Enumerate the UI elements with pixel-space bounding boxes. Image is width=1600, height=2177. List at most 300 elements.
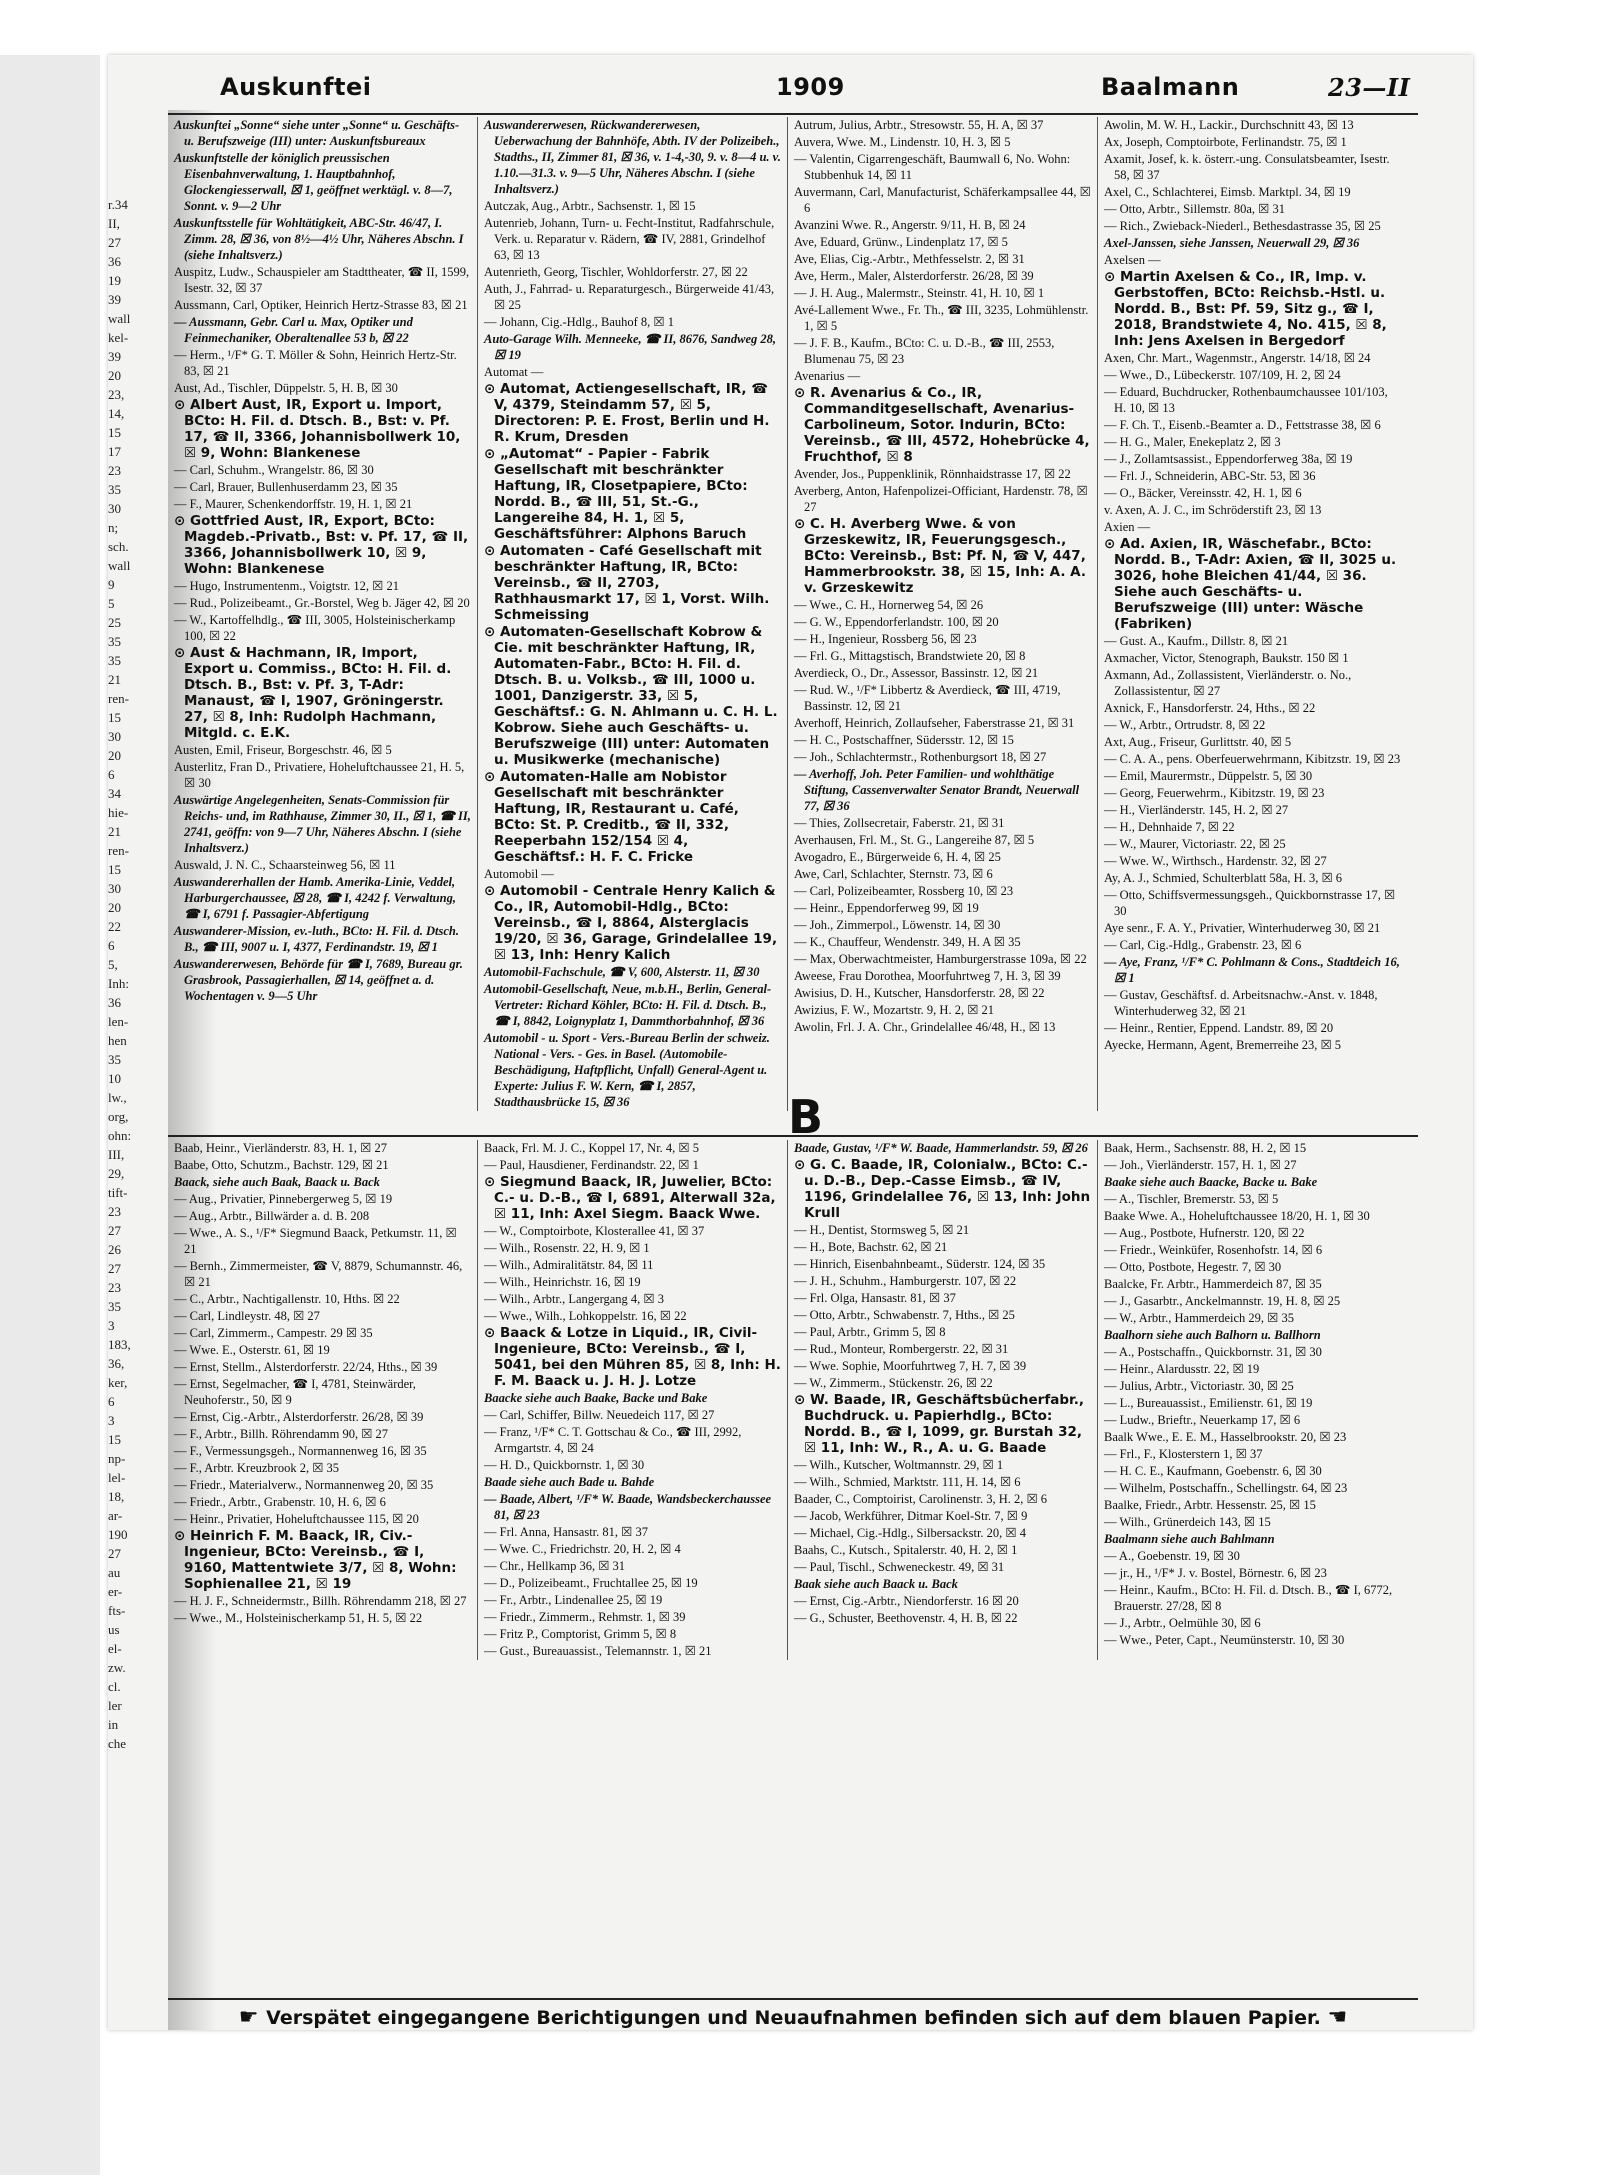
directory-entry: ⊙ Ad. Axien, IR, Wäschefabr., BCto: Nordd. B., T-Adr: Axien, ☎ II, 3025 u. 3026, hohe Bleichen 41/44, ☒ 36. Siehe auch Geschäfts- u. Berufszweige (III) unter: Wäsche (Fabriken)	[1104, 536, 1397, 632]
directory-entry: Baalke, Friedr., Arbtr. Hessenstr. 25, ☒ 15	[1104, 1498, 1316, 1512]
directory-entry: — W., Kartoffelhdlg., ☎ III, 3005, Holsteinischerkamp 100, ☒ 22	[174, 613, 456, 643]
directory-entry: Baalk Wwe., E. E. M., Hasselbrookstr. 20, ☒ 23	[1104, 1430, 1347, 1444]
directory-column	[1098, 1140, 1408, 1660]
directory-entry: Avanzini Wwe. R., Angerstr. 9/11, H. B, ☒ 24	[794, 218, 1026, 232]
directory-entry: Baade, Gustav, ¹/F* W. Baade, Hammerlandstr. 59, ☒ 26	[794, 1141, 1088, 1155]
directory-entry: — Frl. Olga, Hansastr. 81, ☒ 37	[794, 1291, 956, 1305]
directory-entry: Auspitz, Ludw., Schauspieler am Stadttheater, ☎ II, 1599, Isestr. 32, ☒ 37	[174, 265, 470, 295]
directory-entry: Automobil-Gesellschaft, Neue, m.b.H., Berlin, General-Vertreter: Richard Köhler, BCto: H. Fil. d. Dtsch. B., ☎ I, 8842, Loignyplatz 1, Dammthorbahnhof, ☒ 36	[484, 982, 772, 1028]
directory-entry: Baade siehe auch Bade u. Bahde	[484, 1475, 655, 1489]
directory-entry: Auswandererwesen, Behörde für ☎ I, 7689, Bureau gr. Grasbrook, Passagierhallen, ☒ 14, geöffnet a. d. Wochentagen v. 9—5 Uhr	[174, 957, 463, 1003]
fragment-line: fts-	[108, 1603, 126, 1618]
fragment-line: 36	[108, 995, 121, 1010]
directory-entry: — Thies, Zollsecretair, Faberstr. 21, ☒ 31	[794, 816, 1005, 830]
directory-entry: — Johann, Cig.-Hdlg., Bauhof 8, ☒ 1	[484, 315, 675, 329]
directory-entry: — F., Arbtr. Kreuzbrook 2, ☒ 35	[174, 1461, 340, 1475]
directory-column	[788, 1140, 1098, 1660]
directory-entry: — Aug., Privatier, Pinnebergerweg 5, ☒ 19	[174, 1192, 393, 1206]
directory-entry: — Rud., Monteur, Rombergerstr. 22, ☒ 31	[794, 1342, 1009, 1356]
directory-entry: — C., Arbtr., Nachtigallenstr. 10, Hths. ☒ 22	[174, 1292, 400, 1306]
directory-entry: — Carl, Schuhm., Wrangelstr. 86, ☒ 30	[174, 463, 374, 477]
directory-entry: ⊙ Heinrich F. M. Baack, IR, Civ.-Ingenieur, BCto: Vereinsb., ☎ I, 9160, Mattentwiete 3/7, ☒ 8, Wohn: Sophienallee 21, ☒ 19	[174, 1528, 457, 1592]
fragment-line: ler	[108, 1698, 122, 1713]
fragment-line: 27	[108, 1223, 121, 1238]
fragment-line: 6	[108, 767, 115, 782]
directory-entry: ⊙ Automaten-Halle am Nobistor Gesellschaft mit beschränkter Haftung, IR, Restaurant u. Café, BCto: St. P. Creditb., ☎ II, 332, Reeperbahn 152/154 ☒ 4, Geschäftsf.: H. F. C. Fricke	[484, 769, 739, 865]
directory-entry: Austerlitz, Fran D., Privatiere, Hoheluftchaussee 21, H. 5, ☒ 30	[174, 760, 465, 790]
directory-entry: ⊙ Aust & Hachmann, IR, Import, Export u. Commiss., BCto: H. Fil. d. Dtsch. B., Bst: v. Pf. 3, T-Adr: Manaust, ☎ I, 1907, Gröningerstr. 27, ☒ 8, Inh: Rudolph Hachmann, Mitgld. c. E.K.	[174, 645, 452, 741]
directory-entry: — Aug., Arbtr., Billwärder a. d. B. 208	[174, 1209, 370, 1223]
directory-entry: — G., Schuster, Beethovenstr. 4, H. B, ☒ 22	[794, 1611, 1018, 1625]
directory-entry: — Georg, Feuerwehrm., Kibitzstr. 19, ☒ 23	[1104, 786, 1325, 800]
directory-entry: Axelsen —	[1104, 253, 1161, 267]
directory-entry: Auswandererhallen der Hamb. Amerika-Linie, Veddel, Harburgerchaussee, ☒ 28, ☎ I, 4242 f. Verwaltung, ☎ I, 6791 f. Passagier-Abfertigung	[174, 875, 456, 921]
fragment-line: 27	[108, 1546, 121, 1561]
directory-entry: — A., Tischler, Bremerstr. 53, ☒ 5	[1104, 1192, 1279, 1206]
fragment-line: 39	[108, 292, 121, 307]
directory-entry: — Wilh., Grünerdeich 143, ☒ 15	[1104, 1515, 1271, 1529]
directory-entry: — K., Chauffeur, Wendenstr. 349, H. A ☒ 35	[794, 935, 1021, 949]
fragment-line: 10	[108, 1071, 121, 1086]
directory-entry: — Frl. G., Mittagstisch, Brandstwiete 20, ☒ 8	[794, 649, 1026, 663]
fragment-line: 35	[108, 634, 121, 649]
fragment-line: 27	[108, 235, 121, 250]
directory-entry: — Carl, Schiffer, Billw. Neuedeich 117, ☒ 27	[484, 1408, 715, 1422]
directory-entry: Aussmann, Carl, Optiker, Heinrich Hertz-Strasse 83, ☒ 21	[174, 298, 468, 312]
directory-entry: Austen, Emil, Friseur, Borgeschstr. 46, ☒ 5	[174, 743, 392, 757]
directory-entry: Awolin, M. W. H., Lackir., Durchschnitt 43, ☒ 13	[1104, 118, 1354, 132]
directory-entry: Baake siehe auch Baacke, Backe u. Bake	[1104, 1175, 1318, 1189]
directory-entry: — Paul, Arbtr., Grimm 5, ☒ 8	[794, 1325, 946, 1339]
directory-entry: — Wwe. E., Osterstr. 61, ☒ 19	[174, 1343, 330, 1357]
directory-entry: Ave, Elias, Cig.-Arbtr., Methfesselstr. 2, ☒ 31	[794, 252, 1025, 266]
directory-entry: — J., Gasarbtr., Anckelmannstr. 19, H. 8, ☒ 25	[1104, 1294, 1341, 1308]
directory-entry: — Carl, Brauer, Bullenhuserdamm 23, ☒ 35	[174, 480, 398, 494]
directory-entry: Ay, A. J., Schmied, Schulterblatt 58a, H. 3, ☒ 6	[1104, 871, 1343, 885]
directory-entry: Avogadro, E., Bürgerweide 6, H. 4, ☒ 25	[794, 850, 1001, 864]
fragment-line: 20	[108, 748, 121, 763]
directory-entry: — Baade, Albert, ¹/F* W. Baade, Wandsbeckerchaussee 81, ☒ 23	[484, 1492, 772, 1522]
directory-column	[478, 117, 788, 1111]
directory-entry: — Michael, Cig.-Hdlg., Silbersackstr. 20, ☒ 4	[794, 1526, 1027, 1540]
directory-entry: — Carl, Lindleystr. 48, ☒ 27	[174, 1309, 320, 1323]
directory-entry: — Frl., F., Klosterstern 1, ☒ 37	[1104, 1447, 1263, 1461]
section-letter: B	[788, 1090, 824, 1144]
fragment-line: Inh:	[108, 976, 129, 991]
directory-entry: Baack, Frl. M. J. C., Koppel 17, Nr. 4, ☒ 5	[484, 1141, 700, 1155]
directory-entry: Axmann, Ad., Zollassistent, Vierländerstr. o. No., Zollassistentur, ☒ 27	[1104, 668, 1352, 698]
directory-entry: — F., Maurer, Schenkendorffstr. 19, H. 1, ☒ 21	[174, 497, 413, 511]
fragment-line: sch.	[108, 539, 129, 554]
directory-entry: — Emil, Maurermstr., Düppelstr. 5, ☒ 30	[1104, 769, 1313, 783]
directory-entry: — H. C. E., Kaufmann, Goebenstr. 6, ☒ 30	[1104, 1464, 1322, 1478]
directory-entry: — W., Zimmerm., Stückenstr. 26, ☒ 22	[794, 1376, 993, 1390]
fragment-line: 20	[108, 368, 121, 383]
fragment-line: org,	[108, 1109, 129, 1124]
fragment-line: 22	[108, 919, 121, 934]
directory-entry: Avé-Lallement Wwe., Fr. Th., ☎ III, 3235, Lohmühlenstr. 1, ☒ 5	[794, 303, 1089, 333]
fragment-line: 23	[108, 1204, 121, 1219]
directory-entry: — Heinr., Kaufm., BCto: H. Fil. d. Dtsch. B., ☎ I, 6772, Brauerstr. 27/28, ☒ 8	[1104, 1583, 1393, 1613]
fragment-line: el-	[108, 1641, 122, 1656]
fragment-line: 17	[108, 444, 121, 459]
directory-entry: — Aussmann, Gebr. Carl u. Max, Optiker und Feinmechaniker, Oberaltenallee 53 b, ☒ 22	[174, 315, 413, 345]
directory-entry: Avender, Jos., Puppenklinik, Rönnhaidstrasse 17, ☒ 22	[794, 467, 1071, 481]
directory-entry: — Herm., ¹/F* G. T. Möller & Sohn, Heinrich Hertz-Str. 83, ☒ 21	[174, 348, 457, 378]
directory-entry: Awizius, F. W., Mozartstr. 9, H. 2, ☒ 21	[794, 1003, 995, 1017]
directory-entry: Autenrieth, Georg, Tischler, Wohldorferstr. 27, ☒ 22	[484, 265, 748, 279]
directory-entry: — Heinr., Privatier, Hoheluftchaussee 115, ☒ 20	[174, 1512, 419, 1526]
fragment-line: wall	[108, 558, 131, 573]
directory-entry: Auskunftsstelle für Wohltätigkeit, ABC-Str. 46/47, I. Zimm. 28, ☒ 36, von 8½—4½ Uhr, Näheres Abschn. I (siehe Inhaltsverz.)	[174, 216, 464, 262]
directory-entry: Avenarius —	[794, 369, 861, 383]
fragment-line: 6	[108, 1394, 115, 1409]
directory-entry: Auth, J., Fahrrad- u. Reparaturgesch., Bürgerweide 41/43, ☒ 25	[484, 282, 775, 312]
fragment-line: 30	[108, 501, 121, 516]
directory-entry: — Heinr., Alardusstr. 22, ☒ 19	[1104, 1362, 1260, 1376]
footer-notice	[168, 2005, 1418, 2030]
directory-entry: ⊙ Gottfried Aust, IR, Export, BCto: Magdeb.-Privatb., Bst: v. Pf. 17, ☎ II, 3366, Johannisbollwerk 10, ☒ 9, Wohn: Blankenese	[174, 513, 469, 577]
footer-text: Verspätet eingegangene Berichtigungen und Neuaufnahmen befinden sich auf dem blauen Papier.	[266, 2007, 1321, 2029]
directory-entry: Baader, C., Comptoirist, Carolinenstr. 3, H. 2, ☒ 6	[794, 1492, 1048, 1506]
directory-entry: — Ernst, Cig.-Arbtr., Alsterdorferstr. 26/28, ☒ 39	[174, 1410, 424, 1424]
directory-column	[478, 1140, 788, 1660]
directory-entry: — Jacob, Werkführer, Ditmar Koel-Str. 7, ☒ 9	[794, 1509, 1028, 1523]
directory-entry: ⊙ G. C. Baade, IR, Colonialw., BCto: C.- u. D.-B., Dep.-Casse Eimsb., ☎ IV, 1196, Grindelallee 76, ☒ 13, Inh: John Krull	[794, 1157, 1091, 1221]
directory-column	[788, 117, 1098, 1111]
fragment-line: 34	[108, 786, 121, 801]
fragment-line: che	[108, 1736, 127, 1751]
directory-entry: — H. D., Quickbornstr. 1, ☒ 30	[484, 1458, 645, 1472]
directory-entry: Auswanderer-Mission, ev.-luth., BCto: H. Fil. d. Dtsch. B., ☎ III, 9007 u. I, 4377, Ferdinandstr. 19, ☒ 1	[174, 924, 459, 954]
fragment-line: 15	[108, 710, 121, 725]
directory-entry: — J. F. B., Kaufm., BCto: C. u. D.-B., ☎ III, 2553, Blumenau 75, ☒ 23	[794, 336, 1055, 366]
directory-entry: — Fr., Arbtr., Lindenallee 25, ☒ 19	[484, 1593, 663, 1607]
directory-entry: Axnick, F., Hansdorferstr. 24, Hths., ☒ 22	[1104, 701, 1316, 715]
directory-entry: — J., Zollamtsassist., Eppendorferweg 38a, ☒ 19	[1104, 452, 1353, 466]
fragment-line: 15	[108, 862, 121, 877]
directory-entry: — Rud. W., ¹/F* Libbertz & Averdieck, ☎ III, 4719, Bassinstr. 12, ☒ 21	[794, 683, 1061, 713]
directory-entry: — Friedr., Weinküfer, Rosenhofstr. 14, ☒ 6	[1104, 1243, 1323, 1257]
directory-entry: — O., Bäcker, Vereinsstr. 42, H. 1, ☒ 6	[1104, 486, 1302, 500]
directory-entry: — Wwe., Wilh., Lohkoppelstr. 16, ☒ 22	[484, 1309, 687, 1323]
directory-entry: — F., Arbtr., Billh. Röhrendamm 90, ☒ 27	[174, 1427, 389, 1441]
directory-entry: Aweese, Frau Dorothea, Moorfuhrtweg 7, H. 3, ☒ 39	[794, 969, 1061, 983]
directory-entry: — Friedr., Arbtr., Grabenstr. 10, H. 6, ☒ 6	[174, 1495, 386, 1509]
directory-entry: — D., Polizeibeamt., Fruchtallee 25, ☒ 19	[484, 1576, 698, 1590]
fragment-line: len-	[108, 1014, 129, 1029]
scan-background	[0, 55, 100, 2175]
directory-entry: — Gust. A., Kaufm., Dillstr. 8, ☒ 21	[1104, 634, 1289, 648]
directory-entry: Ayecke, Hermann, Agent, Bremerreihe 23, ☒ 5	[1104, 1038, 1342, 1052]
directory-entry: ⊙ C. H. Averberg Wwe. & von Grzeskewitz, IR, Feuerungsgesch., BCto: Vereinsb., Bst: Pf. N, ☎ V, 447, Hammerbrookstr. 38, ☒ 15, Inh: A. A. v. Grzeskewitz	[794, 516, 1086, 596]
directory-entry: — H., Dehnhaide 7, ☒ 22	[1104, 820, 1235, 834]
upper-columns	[168, 117, 1418, 1111]
directory-entry: — Ludw., Brieftr., Neuerkamp 17, ☒ 6	[1104, 1413, 1301, 1427]
fragment-line: ren-	[108, 691, 129, 706]
fragment-line: 19	[108, 273, 121, 288]
directory-entry: — Wilh., Schmied, Marktstr. 111, H. 14, ☒ 6	[794, 1475, 1021, 1489]
fragment-line: 21	[108, 672, 121, 687]
directory-entry: — Wilh., Kutscher, Woltmannstr. 29, ☒ 1	[794, 1458, 1004, 1472]
fragment-line: in	[108, 1717, 119, 1732]
directory-entry: Auswandererwesen, Rückwandererwesen, Ueberwachung der Bahnhöfe, Abth. IV der Polizeibeh., Stadths., II, Zimmer 81, ☒ 36, v. 1-4,-30, 9. v. 8—4 u. v. 1.10.—31.3. v. 9—5 Uhr, Näheres Abschn. I (siehe Inhaltsverz.)	[484, 118, 781, 196]
fragment-line: cl.	[108, 1679, 121, 1694]
directory-entry: — Ernst, Segelmacher, ☎ I, 4781, Steinwärder, Neuhoferstr., 50, ☒ 9	[174, 1377, 416, 1407]
directory-entry: Axmacher, Victor, Stenograph, Baukstr. 150 ☒ 1	[1104, 651, 1349, 665]
directory-entry: — Bernh., Zimmermeister, ☎ V, 8879, Schumannstr. 46, ☒ 21	[174, 1259, 463, 1289]
directory-entry: — Carl, Polizeibeamter, Rossberg 10, ☒ 23	[794, 884, 1014, 898]
directory-entry: — Joh., Vierländerstr. 157, H. 1, ☒ 27	[1104, 1158, 1297, 1172]
footer-rule	[168, 1998, 1418, 2000]
directory-entry: Ave, Herm., Maler, Alsterdorferstr. 26/28, ☒ 39	[794, 269, 1034, 283]
directory-entry: — W., Comptoirbote, Klosterallee 41, ☒ 37	[484, 1224, 705, 1238]
fragment-line: hen	[108, 1033, 127, 1048]
directory-entry: — H. C., Postschaffner, Südersstr. 12, ☒ 15	[794, 733, 1014, 747]
fragment-line: n;	[108, 520, 119, 535]
directory-entry: Auvera, Wwe. M., Lindenstr. 10, H. 3, ☒ 5	[794, 135, 1011, 149]
header-rule	[168, 113, 1418, 115]
directory-entry: Baak siehe auch Baack u. Back	[794, 1577, 958, 1591]
directory-entry: — Carl, Cig.-Hdlg., Grabenstr. 23, ☒ 6	[1104, 938, 1302, 952]
directory-entry: — C. A. A., pens. Oberfeuerwehrmann, Kibitzstr. 19, ☒ 23	[1104, 752, 1401, 766]
directory-entry: ⊙ W. Baade, IR, Geschäftsbücherfabr., Buchdruck. u. Papierhdlg., BCto: Nordd. B., ☎ I, 1099, gr. Burstah 32, ☒ 11, Inh: W., R., A. u. G. Baade	[794, 1392, 1084, 1456]
fragment-line: 23	[108, 1280, 121, 1295]
fragment-line: 25	[108, 615, 121, 630]
directory-entry: Baahs, C., Kutsch., Spitalerstr. 40, H. 2, ☒ 1	[794, 1543, 1018, 1557]
page-header	[108, 73, 1473, 113]
directory-entry: — Heinr., Eppendorferweg 99, ☒ 19	[794, 901, 979, 915]
page-number: 23—II	[1328, 73, 1411, 102]
directory-entry: Averhausen, Frl. M., St. G., Langereihe 87, ☒ 5	[794, 833, 1035, 847]
directory-entry: — F. Ch. T., Eisenb.-Beamter a. D., Fettstrasse 38, ☒ 6	[1104, 418, 1381, 432]
fragment-line: lw.,	[108, 1090, 127, 1105]
directory-entry: Auvermann, Carl, Manufacturist, Schäferkampsallee 44, ☒ 6	[794, 185, 1091, 215]
fragment-line: 5,	[108, 957, 118, 972]
fragment-line: 6	[108, 938, 115, 953]
directory-entry: — Friedr., Materialverw., Normannenweg 20, ☒ 35	[174, 1478, 434, 1492]
directory-entry: — Wwe., Peter, Capt., Neumünsterstr. 10, ☒ 30	[1104, 1633, 1345, 1647]
directory-entry: ⊙ Baack & Lotze in Liquid., IR, Civil-Ingenieure, BCto: Vereinsb., ☎ I, 5041, bei den Mühren 85, ☒ 8, Inh: H. F. M. Baack u. J. H. J. Lotze	[484, 1325, 781, 1389]
directory-entry: ⊙ R. Avenarius & Co., IR, Commanditgesellschaft, Avenarius-Carbolineum, Sotor. Indurin, BCto: Vereinsb., ☎ III, 4572, Hohebrücke 4, Fruchthof, ☒ 8	[794, 385, 1090, 465]
directory-entry: Baak, Herm., Sachsenstr. 88, H. 2, ☒ 15	[1104, 1141, 1307, 1155]
fragment-line: 5	[108, 596, 115, 611]
directory-entry: — Aye, Franz, ¹/F* C. Pohlmann & Cons., Stadtdeich 16, ☒ 1	[1104, 955, 1400, 985]
directory-entry: Ave, Eduard, Grünw., Lindenplatz 17, ☒ 5	[794, 235, 1008, 249]
directory-entry: — Julius, Arbtr., Victoriastr. 30, ☒ 25	[1104, 1379, 1294, 1393]
directory-entry: Baacke siehe auch Baake, Backe und Bake	[484, 1391, 708, 1405]
fragment-line: 30	[108, 729, 121, 744]
fragment-line: kel-	[108, 330, 129, 345]
directory-entry: — Wwe. Sophie, Moorfuhrtweg 7, H. 7, ☒ 39	[794, 1359, 1027, 1373]
fragment-line: 23	[108, 463, 121, 478]
fragment-line: 3	[108, 1413, 115, 1428]
directory-entry: — Otto, Arbtr., Schwabenstr. 7, Hths., ☒ 25	[794, 1308, 1015, 1322]
directory-entry: — Averhoff, Joh. Peter Familien- und wohlthätige Stiftung, Cassenverwalter Senator Brandt, Neuerwall 77, ☒ 36	[794, 767, 1080, 813]
directory-entry: — J., Arbtr., Oelmühle 30, ☒ 6	[1104, 1616, 1261, 1630]
directory-entry: — Carl, Zimmerm., Campestr. 29 ☒ 35	[174, 1326, 373, 1340]
fragment-line: 35	[108, 653, 121, 668]
directory-entry: Axamit, Josef, k. k. österr.-ung. Consulatsbeamter, Isestr. 58, ☒ 37	[1104, 152, 1390, 182]
fragment-line: 36,	[108, 1356, 125, 1371]
header-left-keyword: Auskunftei	[220, 73, 372, 101]
fragment-line: III,	[108, 1147, 125, 1162]
directory-entry: — Chr., Hellkamp 36, ☒ 31	[484, 1559, 626, 1573]
fragment-line: 29,	[108, 1166, 125, 1181]
pointing-hand-icon: ☚	[1327, 2005, 1348, 2030]
directory-entry: ⊙ Martin Axelsen & Co., IR, Imp. v. Gerbstoffen, BCto: Reichsb.-Hstl. u. Nordd. B., Bst: Pf. 59, Sitz g., ☎ I, 2018, Brandstwiete 4, No. 415, ☒ 8, Inh: Jens Axelsen in Bergedorf	[1104, 269, 1387, 349]
directory-entry: Automobil —	[484, 867, 554, 881]
directory-entry: — J. H. Aug., Malermstr., Steinstr. 41, H. 10, ☒ 1	[794, 286, 1045, 300]
fragment-line: 21	[108, 824, 121, 839]
fragment-line: 26	[108, 1242, 121, 1257]
directory-entry: Awe, Carl, Schlachter, Sternstr. 73, ☒ 6	[794, 867, 993, 881]
directory-entry: Automat —	[484, 365, 544, 379]
fragment-line: 35	[108, 1299, 121, 1314]
directory-entry: — W., Maurer, Victoriastr. 22, ☒ 25	[1104, 837, 1286, 851]
header-year: 1909	[776, 73, 845, 101]
directory-entry: — Otto, Arbtr., Sillemstr. 80a, ☒ 31	[1104, 202, 1285, 216]
directory-entry: Baack, siehe auch Baak, Baack u. Back	[174, 1175, 380, 1189]
directory-entry: — Frl. Anna, Hansastr. 81, ☒ 37	[484, 1525, 648, 1539]
directory-entry: Auto-Garage Wilh. Menneeke, ☎ II, 8676, Sandweg 28, ☒ 19	[484, 332, 776, 362]
fragment-line: hie-	[108, 805, 129, 820]
directory-entry: — Rud., Polizeibeamt., Gr.-Borstel, Weg b. Jäger 42, ☒ 20	[174, 596, 470, 610]
pointing-hand-icon: ☛	[238, 2005, 267, 2030]
directory-entry: — W., Arbtr., Ortrudstr. 8, ☒ 22	[1104, 718, 1266, 732]
directory-entry: — H. G., Maler, Enekeplatz 2, ☒ 3	[1104, 435, 1281, 449]
directory-entry: ⊙ Siegmund Baack, IR, Juwelier, BCto: C.- u. D.-B., ☎ I, 6891, Alterwall 32a, ☒ 11, Inh: Axel Siegm. Baack Wwe.	[484, 1174, 776, 1222]
previous-page-fragment	[108, 195, 168, 1753]
directory-entry: — Franz, ¹/F* C. T. Gottschau & Co., ☎ III, 2992, Armgartstr. 4, ☒ 24	[484, 1425, 742, 1455]
directory-entry: Automobil - u. Sport - Vers.-Bureau Berlin der schweiz. National - Vers. - Ges. in Basel. (Automobile-Beschädigung, Haftpflicht, Unfall) General-Agent u. Experte: Julius F. W. Kern, ☎ I, 2857, Stadthausbrücke 15, ☒ 36	[484, 1031, 770, 1109]
fragment-line: 35	[108, 482, 121, 497]
fragment-line: 15	[108, 425, 121, 440]
directory-page	[108, 55, 1473, 2030]
fragment-line: r.34	[108, 197, 128, 212]
lower-columns	[168, 1140, 1418, 1660]
directory-entry: Averhoff, Heinrich, Zollaufseher, Faberstrasse 21, ☒ 31	[794, 716, 1075, 730]
directory-entry: — Joh., Schlachtermstr., Rothenburgsort 18, ☒ 27	[794, 750, 1047, 764]
fragment-line: 35	[108, 1052, 121, 1067]
directory-entry: — Frl. J., Schneiderin, ABC-Str. 53, ☒ 36	[1104, 469, 1316, 483]
directory-entry: Awolin, Frl. J. A. Chr., Grindelallee 46/48, H., ☒ 13	[794, 1020, 1056, 1034]
directory-entry: — H., Ingenieur, Rossberg 56, ☒ 23	[794, 632, 977, 646]
directory-entry: ⊙ „Automat“ - Papier - Fabrik Gesellschaft mit beschränkter Haftung, IR, Closetpapiere, BCto: Nordd. B., ☎ III, 51, St.-G., Langereihe 84, H. 1, ☒ 5, Geschäftsführer: Alphons Baruch	[484, 446, 748, 542]
directory-entry: — Eduard, Buchdrucker, Rothenbaumchaussee 101/103, H. 10, ☒ 13	[1104, 385, 1388, 415]
directory-entry: — Wwe., D., Lübeckerstr. 107/109, H. 2, ☒ 24	[1104, 368, 1341, 382]
fragment-line: II,	[108, 216, 120, 231]
directory-entry: Autenrieb, Johann, Turn- u. Fecht-Institut, Radfahrschule, Verk. u. Reparatur v. Rädern, ☎ IV, 2881, Grindelhof 63, ☒ 13	[484, 216, 775, 262]
fragment-line: wall	[108, 311, 131, 326]
section-rule	[168, 1135, 1418, 1137]
fragment-line: zw.	[108, 1660, 126, 1675]
directory-entry: — Hugo, Instrumentenm., Voigtstr. 12, ☒ 21	[174, 579, 399, 593]
directory-entry: — A., Goebenstr. 19, ☒ 30	[1104, 1549, 1240, 1563]
directory-entry: — H. J. F., Schneidermstr., Billh. Röhrendamm 218, ☒ 27	[174, 1594, 467, 1608]
directory-entry: — Fritz P., Comptorist, Grimm 5, ☒ 8	[484, 1627, 677, 1641]
directory-entry: — Joh., Zimmerpol., Löwenstr. 14, ☒ 30	[794, 918, 1001, 932]
directory-entry: — H., Dentist, Stormsweg 5, ☒ 21	[794, 1223, 970, 1237]
directory-entry: — Gust., Bureauassist., Telemannstr. 1, ☒ 21	[484, 1644, 712, 1658]
directory-entry: — Wilh., Rosenstr. 22, H. 9, ☒ 1	[484, 1241, 650, 1255]
directory-entry: ⊙ Automat, Actiengesellschaft, IR, ☎ V, 4379, Steindamm 57, ☒ 5, Directoren: P. E. Frost, Berlin und H. R. Krum, Dresden	[484, 381, 770, 445]
fragment-line: 15	[108, 1432, 121, 1447]
directory-entry: — Wilh., Admiralitätstr. 84, ☒ 11	[484, 1258, 654, 1272]
directory-entry: Aust, Ad., Tischler, Düppelstr. 5, H. B, ☒ 30	[174, 381, 398, 395]
directory-entry: — Wwe., A. S., ¹/F* Siegmund Baack, Petkumstr. 11, ☒ 21	[174, 1226, 457, 1256]
directory-entry: — Hinrich, Eisenbahnbeamt., Süderstr. 124, ☒ 35	[794, 1257, 1046, 1271]
directory-entry: — H., Bote, Bachstr. 62, ☒ 21	[794, 1240, 948, 1254]
directory-entry: — Wwe., C. H., Hornerweg 54, ☒ 26	[794, 598, 984, 612]
directory-column	[168, 117, 478, 1111]
directory-entry: — Wwe., M., Holsteinischerkamp 51, H. 5, ☒ 22	[174, 1611, 423, 1625]
directory-entry: Baalmann siehe auch Bahlmann	[1104, 1532, 1275, 1546]
directory-entry: — Otto, Schiffsvermessungsgeh., Quickbornstrasse 17, ☒ 30	[1104, 888, 1396, 918]
directory-entry: — Heinr., Rentier, Eppend. Landstr. 89, ☒ 20	[1104, 1021, 1334, 1035]
directory-entry: — Valentin, Cigarrengeschäft, Baumwall 6, No. Wohn: Stubbenhuk 14, ☒ 11	[794, 152, 1071, 182]
directory-entry: — L., Bureauassist., Emilienstr. 61, ☒ 19	[1104, 1396, 1313, 1410]
directory-entry: Axen, Chr. Mart., Wagenmstr., Angerstr. 14/18, ☒ 24	[1104, 351, 1371, 365]
directory-entry: ⊙ Automaten-Gesellschaft Kobrow & Cie. mit beschränkter Haftung, IR, Automaten-Fabr., BCto: H. Fil. d. Dtsch. B. u. Volksb., ☎ III, 1000 u. 1001, Danzigerstr. 33, ☒ 5, Geschäftsf.: G. N. Ahlmann u. C. H. L. Kobrow. Siehe auch Geschäfts- u. Berufszweige (III) unter: Automaten u. Musikwerke (mechanische)	[484, 624, 778, 768]
directory-entry: — H., Vierländerstr. 145, H. 2, ☒ 27	[1104, 803, 1289, 817]
directory-entry: Axt, Aug., Friseur, Gurlittstr. 40, ☒ 5	[1104, 735, 1292, 749]
directory-column	[168, 1140, 478, 1660]
directory-column	[1098, 117, 1408, 1111]
fragment-line: 14,	[108, 406, 125, 421]
directory-entry: Auskunftstelle der königlich preussischen Eisenbahnverwaltung, 1. Hauptbahnhof, Glockengiesserwall, ☒ 1, geöffnet werktägl. v. 8—7, Sonnt. v. 9—2 Uhr	[174, 151, 453, 213]
fragment-line: lel-	[108, 1470, 126, 1485]
fragment-line: 183,	[108, 1337, 131, 1352]
directory-entry: — Friedr., Zimmerm., Rehmstr. 1, ☒ 39	[484, 1610, 686, 1624]
directory-entry: Auswald, J. N. C., Schaarsteinweg 56, ☒ 11	[174, 858, 396, 872]
directory-entry: — Max, Oberwachtmeister, Hamburgerstrasse 109a, ☒ 22	[794, 952, 1087, 966]
directory-entry: — Wilh., Heinrichstr. 16, ☒ 19	[484, 1275, 641, 1289]
directory-entry: Baalhorn siehe auch Balhorn u. Ballhorn	[1104, 1328, 1321, 1342]
directory-entry: ⊙ Automobil - Centrale Henry Kalich & Co., IR, Automobil-Hdlg., BCto: Vereinsb., ☎ I, 8864, Alsterglacis 19/20, ☒ 36, Garage, Grindelallee 19, ☒ 13, Inh: Henry Kalich	[484, 883, 778, 963]
directory-entry: — Rich., Zwieback-Niederl., Bethesdastrasse 35, ☒ 25	[1104, 219, 1381, 233]
directory-entry: — Otto, Postbote, Hegestr. 7, ☒ 30	[1104, 1260, 1282, 1274]
directory-entry: Averdieck, O., Dr., Assessor, Bassinstr. 12, ☒ 21	[794, 666, 1039, 680]
directory-entry: — F., Vermessungsgeh., Normannenweg 16, ☒ 35	[174, 1444, 427, 1458]
fragment-line: np-	[108, 1451, 126, 1466]
directory-entry: — Ernst, Cig.-Arbtr., Niendorferstr. 16 ☒ 20	[794, 1594, 1019, 1608]
fragment-line: 190	[108, 1527, 128, 1542]
directory-entry: Ax, Joseph, Comptoirbote, Ferlinandstr. 75, ☒ 1	[1104, 135, 1347, 149]
directory-entry: — Paul, Hausdiener, Ferdinandstr. 22, ☒ 1	[484, 1158, 699, 1172]
fragment-line: 39	[108, 349, 121, 364]
directory-entry: ⊙ Albert Aust, IR, Export u. Import, BCto: H. Fil. d. Dtsch. B., Bst: v. Pf. 17, ☎ II, 3366, Johannisbollwerk 10, ☒ 9, Wohn: Blankenese	[174, 397, 461, 461]
fragment-line: au	[108, 1565, 121, 1580]
fragment-line: ker,	[108, 1375, 128, 1390]
fragment-line: tift-	[108, 1185, 128, 1200]
directory-entry: — Aug., Postbote, Hufnerstr. 120, ☒ 22	[1104, 1226, 1305, 1240]
fragment-line: ohn:	[108, 1128, 132, 1143]
fragment-line: er-	[108, 1584, 123, 1599]
directory-entry: ⊙ Automaten - Café Gesellschaft mit beschränkter Haftung, IR, BCto: Vereinsb., ☎ II, 2703, Rathhausmarkt 17, ☒ 1, Vorst. Wilh. Schmeissing	[484, 543, 770, 623]
directory-entry: Autrum, Julius, Arbtr., Stresowstr. 55, H. A, ☒ 37	[794, 118, 1044, 132]
directory-entry: Aye senr., F. A. Y., Privatier, Winterhuderweg 30, ☒ 21	[1104, 921, 1381, 935]
directory-entry: Auskunftei „Sonne“ siehe unter „Sonne“ u. Geschäfts- u. Berufszweige (III) unter: Auskunftsbureaux	[174, 118, 460, 148]
directory-entry: — Wilhelm, Postschaffn., Schellingstr. 64, ☒ 23	[1104, 1481, 1348, 1495]
directory-entry: Autczak, Aug., Arbtr., Sachsenstr. 1, ☒ 15	[484, 199, 696, 213]
directory-entry: Automobil-Fachschule, ☎ V, 600, Alsterstr. 11, ☒ 30	[484, 965, 760, 979]
fragment-line: 27	[108, 1261, 121, 1276]
directory-entry: — G. W., Eppendorferlandstr. 100, ☒ 20	[794, 615, 999, 629]
directory-entry: — J. H., Schuhm., Hamburgerstr. 107, ☒ 22	[794, 1274, 1017, 1288]
fragment-line: 36	[108, 254, 121, 269]
directory-entry: Auswärtige Angelegenheiten, Senats-Commission für Reichs- und, im Rathhause, Zimmer 30, II., ☒ 1, ☎ II, 2741, geöffn: von 9—7 Uhr, Näheres Abschn. I (siehe Inhaltsverz.)	[174, 793, 471, 855]
